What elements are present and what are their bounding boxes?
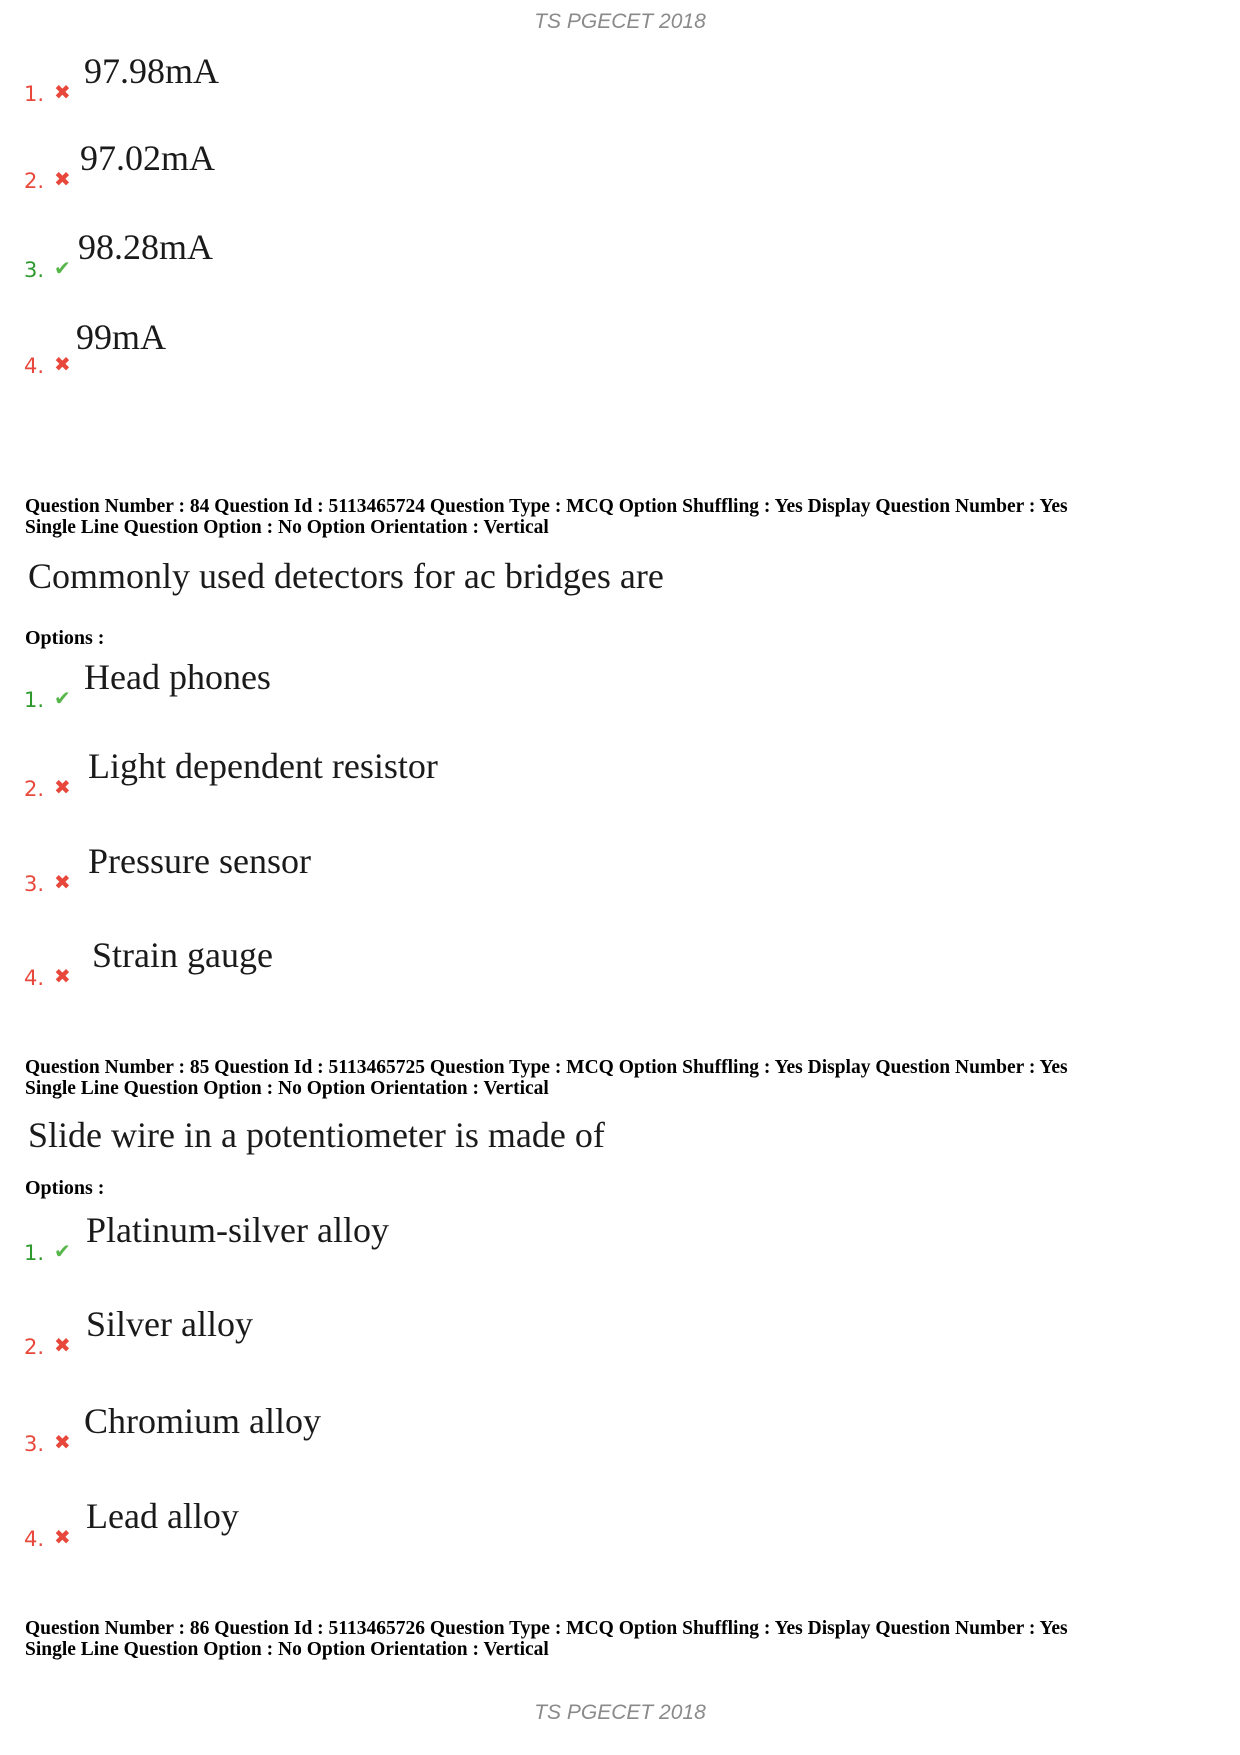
option-number: 2. <box>24 777 45 801</box>
options-label: Options : <box>25 627 105 649</box>
cross-icon: ✖ <box>54 1430 71 1454</box>
option-text: Platinum-silver alloy <box>86 1210 389 1250</box>
option-text: Chromium alloy <box>84 1401 321 1441</box>
option-text: 97.02mA <box>80 138 215 178</box>
option-text: Silver alloy <box>86 1304 253 1344</box>
question-text: Slide wire in a potentiometer is made of <box>28 1115 605 1155</box>
question-meta-line1: Question Number : 85 Question Id : 5113465725 Question Type : MCQ Option Shuffling : Yes Display Question Number : Yes <box>25 1057 1068 1078</box>
option-text: 97.98mA <box>84 51 219 91</box>
option-number: 2. <box>24 1335 45 1359</box>
option-number: 3. <box>24 258 45 282</box>
question-meta <box>25 1618 1225 1660</box>
question-meta <box>25 496 1225 538</box>
option-number: 1. <box>24 688 45 712</box>
option-text: 99mA <box>76 317 166 357</box>
option-number: 4. <box>24 354 45 378</box>
option-text: Head phones <box>84 657 271 697</box>
question-meta-line2: Single Line Question Option : No Option Orientation : Vertical <box>25 1639 549 1660</box>
cross-icon: ✖ <box>54 167 71 191</box>
cross-icon: ✖ <box>54 1333 71 1357</box>
option-number: 4. <box>24 1527 45 1551</box>
option-text: Strain gauge <box>92 935 273 975</box>
cross-icon: ✖ <box>54 1525 71 1549</box>
option-text: Pressure sensor <box>88 841 311 881</box>
option-number: 3. <box>24 872 45 896</box>
check-icon: ✔ <box>54 256 71 280</box>
check-icon: ✔ <box>54 686 71 710</box>
option-number: 1. <box>24 82 45 106</box>
cross-icon: ✖ <box>54 352 71 376</box>
question-meta-line1: Question Number : 86 Question Id : 5113465726 Question Type : MCQ Option Shuffling : Yes Display Question Number : Yes <box>25 1618 1068 1639</box>
cross-icon: ✖ <box>54 964 71 988</box>
question-meta-line1: Question Number : 84 Question Id : 5113465724 Question Type : MCQ Option Shuffling : Yes Display Question Number : Yes <box>25 496 1068 517</box>
option-text: Lead alloy <box>86 1496 239 1536</box>
question-text: Commonly used detectors for ac bridges are <box>28 556 664 596</box>
page-header: TS PGECET 2018 <box>534 10 706 33</box>
check-icon: ✔ <box>54 1239 71 1263</box>
option-number: 2. <box>24 169 45 193</box>
option-number: 3. <box>24 1432 45 1456</box>
question-meta <box>25 1057 1225 1099</box>
option-number: 4. <box>24 966 45 990</box>
cross-icon: ✖ <box>54 870 71 894</box>
option-text: Light dependent resistor <box>88 746 438 786</box>
question-meta-line2: Single Line Question Option : No Option Orientation : Vertical <box>25 517 549 538</box>
options-label: Options : <box>25 1177 105 1199</box>
option-number: 1. <box>24 1241 45 1265</box>
cross-icon: ✖ <box>54 775 71 799</box>
question-meta-line2: Single Line Question Option : No Option Orientation : Vertical <box>25 1078 549 1099</box>
option-text: 98.28mA <box>78 227 213 267</box>
page-footer: TS PGECET 2018 <box>534 1701 706 1724</box>
cross-icon: ✖ <box>54 80 71 104</box>
